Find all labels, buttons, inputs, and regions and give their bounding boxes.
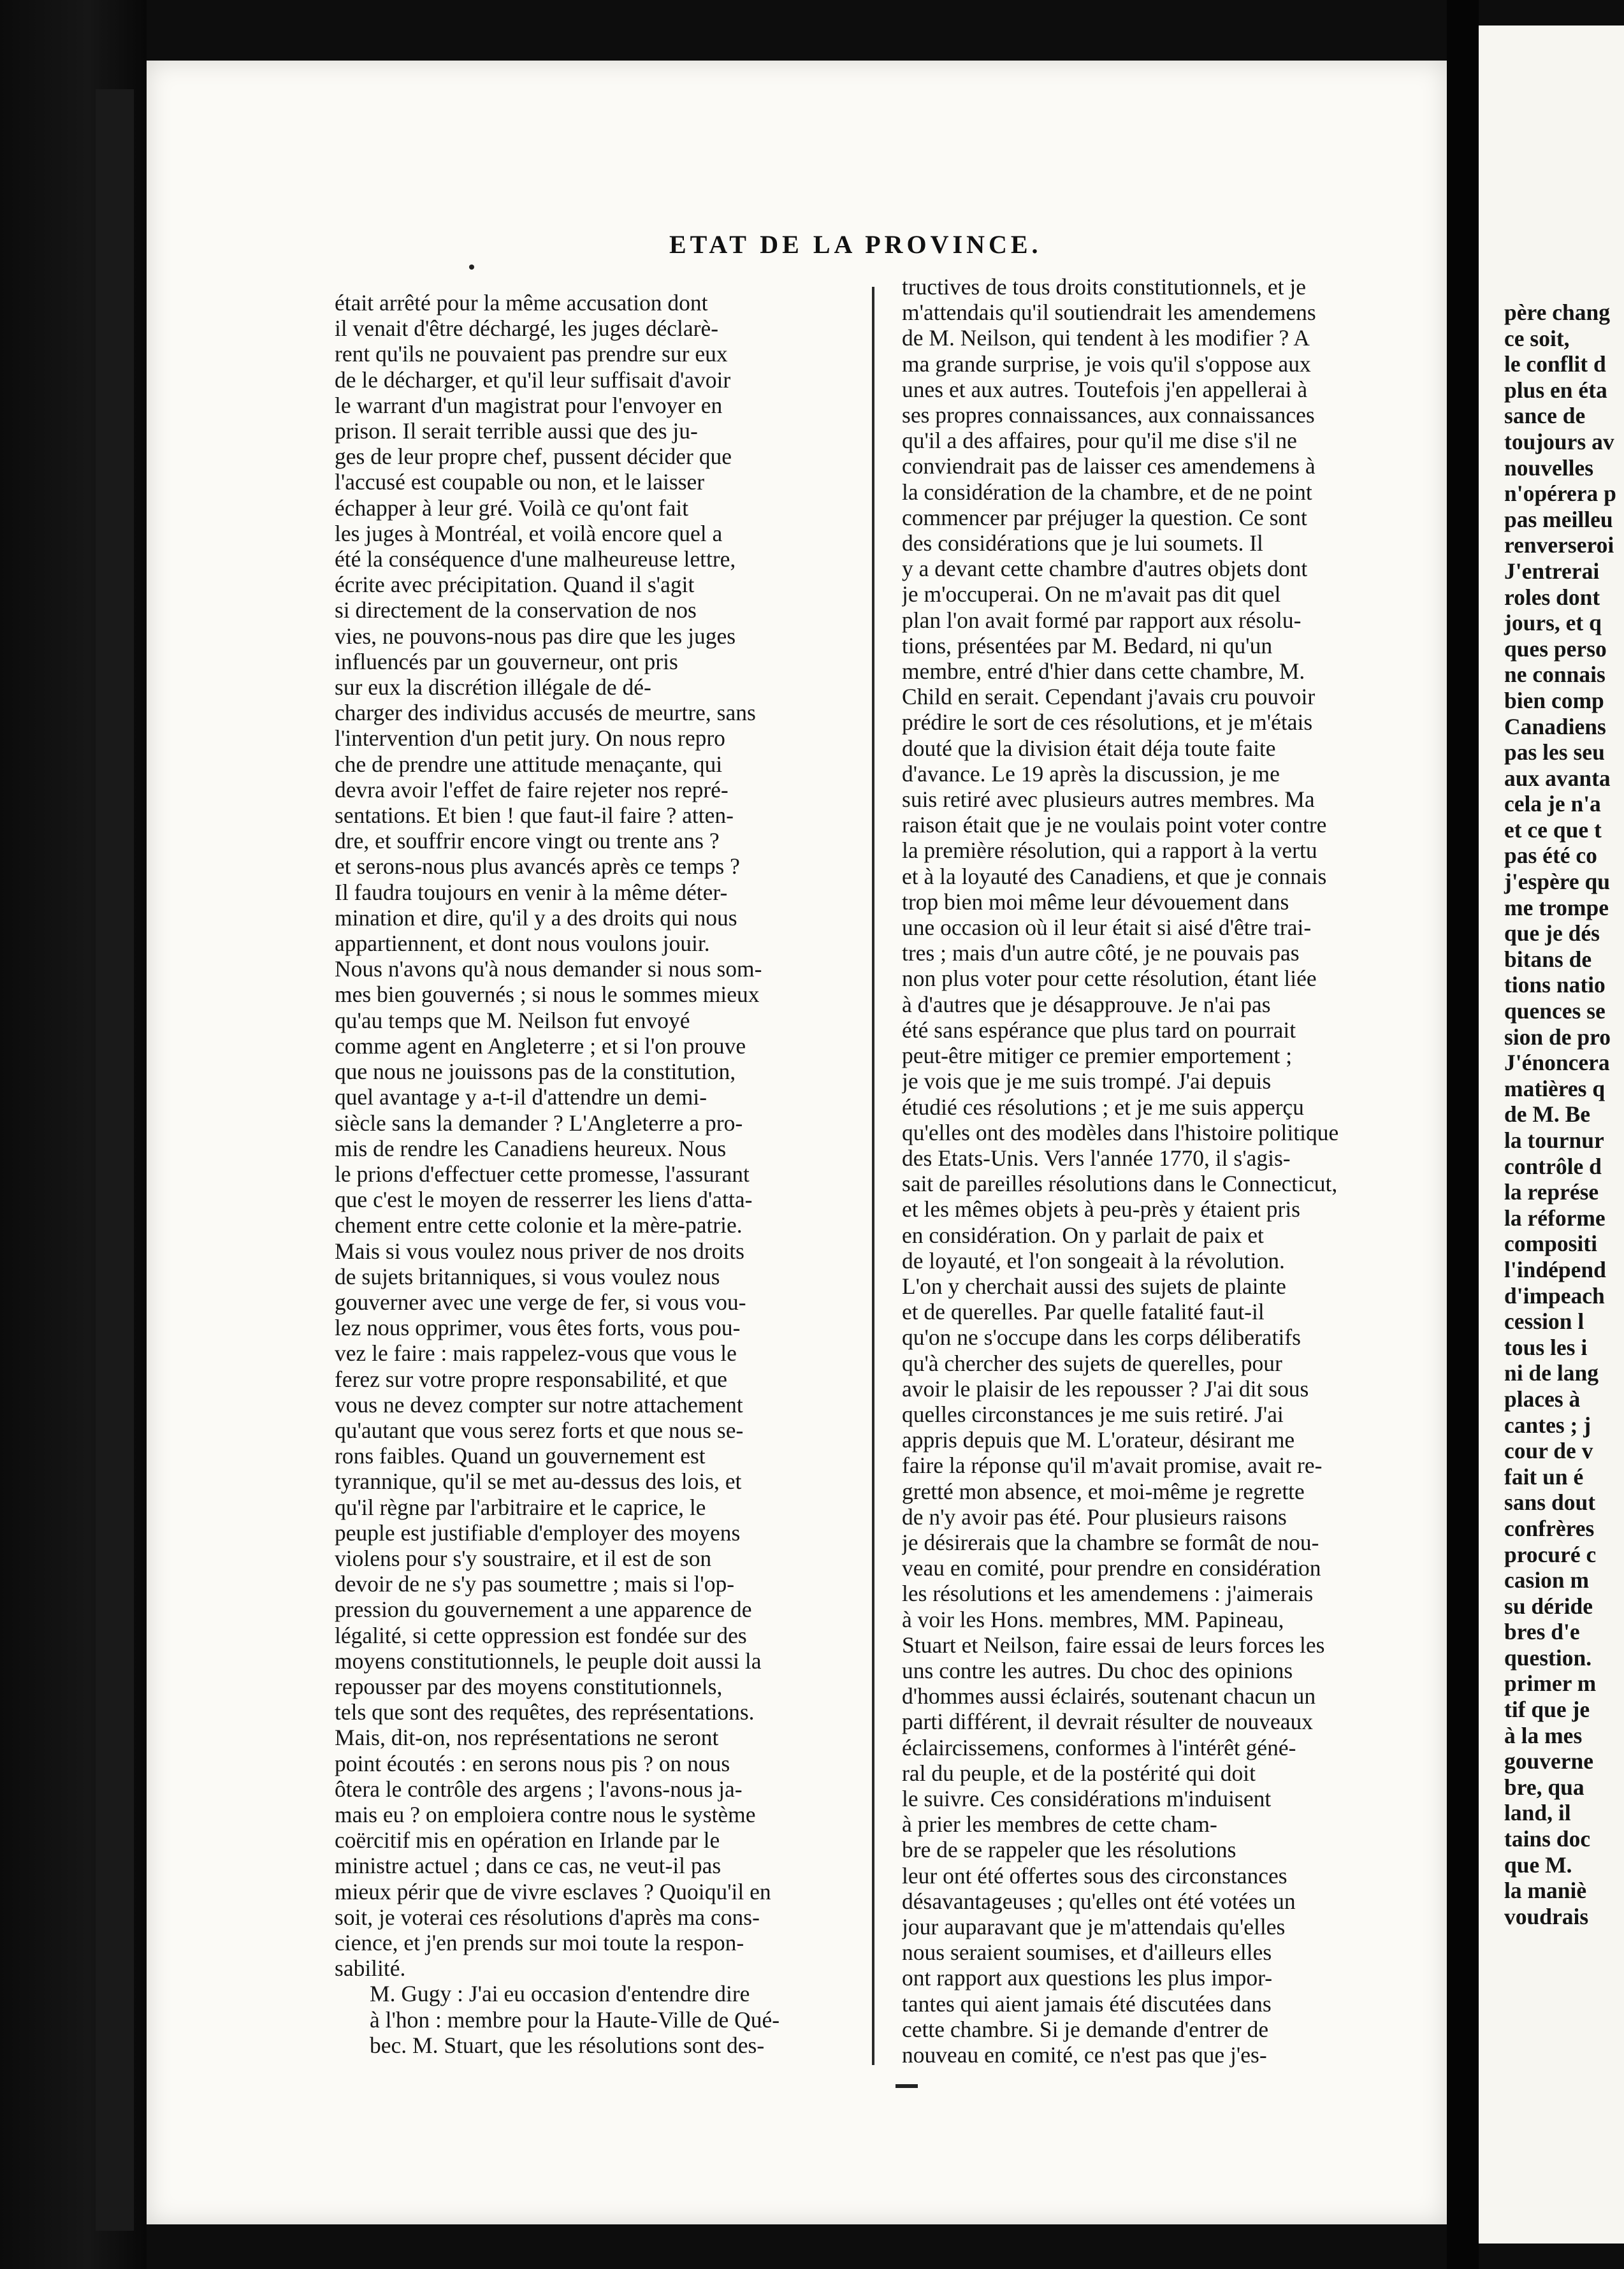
text-line: qu'il règne par l'arbitraire et le caprice, le — [335, 1494, 706, 1520]
text-line: coërcitif mis en opération en Irlande par le — [335, 1827, 720, 1853]
text-line: peut-être mitiger ce premier emportement ; — [902, 1043, 1293, 1069]
text-line: ministre actuel ; dans ce cas, ne veut-il pas — [335, 1853, 721, 1879]
text-line: qu'au temps que M. Neilson fut envoyé — [335, 1007, 690, 1033]
text-line: jour auparavant que je m'attendais qu'elles — [902, 1914, 1286, 1939]
text-line: que M. — [1504, 1852, 1572, 1878]
text-line: veau en comité, pour prendre en considération — [902, 1555, 1321, 1581]
text-line: ôtera le contrôle des argens ; l'avons-nous ja- — [335, 1776, 743, 1802]
text-line: toujours av — [1504, 428, 1614, 454]
text-line: chement entre cette colonie et la mère-patrie. — [335, 1212, 743, 1238]
text-line: compositi — [1504, 1231, 1597, 1257]
text-line: la première résolution, qui a rapport à la vertu — [902, 837, 1317, 864]
text-line: il venait d'être déchargé, les juges déclarè- — [335, 315, 719, 342]
text-line: de n'y avoir pas été. Pour plusieurs raisons — [902, 1504, 1287, 1530]
text-line: ferez sur votre propre responsabilité, et que — [335, 1366, 728, 1392]
text-line: étudié ces résolutions ; et je me suis apperçu — [902, 1094, 1304, 1120]
text-line: trop bien moi même leur dévouement dans — [902, 888, 1289, 915]
text-line: siècle sans la demander ? L'Angleterre a pro- — [335, 1110, 743, 1136]
text-line: sance de — [1504, 403, 1586, 429]
text-line: m'attendais qu'il soutiendrait les amendemens — [902, 300, 1316, 326]
text-line: devoir de ne s'y pas soumettre ; mais si l'op- — [335, 1571, 735, 1597]
text-line: appartiennent, et dont nous voulons jouir. — [335, 931, 710, 957]
text-line: pression du gouvernement a une apparence de — [335, 1597, 752, 1623]
text-line: cela je n'a — [1504, 791, 1601, 817]
text-line: bien comp — [1504, 687, 1604, 713]
text-line: Stuart et Neilson, faire essai de leurs forces les — [902, 1632, 1325, 1658]
text-line: écrite avec précipitation. Quand il s'agit — [335, 572, 695, 598]
text-line: tions, présentées par M. Bedard, ni qu'un — [902, 632, 1273, 658]
text-line: cour de v — [1504, 1438, 1593, 1464]
text-line: désavantageuses ; qu'elles ont été votées un — [902, 1888, 1296, 1914]
text-line: nouveau en comité, ce n'est pas que j'es- — [902, 2042, 1267, 2068]
text-line: J'énoncera — [1504, 1050, 1610, 1076]
text-line: à prier les membres de cette cham- — [902, 1811, 1217, 1838]
text-line: mination et dire, qu'il y a des droits qui nous — [335, 904, 737, 931]
text-line: que nous ne jouissons pas de la constitution, — [335, 1059, 736, 1085]
text-line: de loyauté, et l'on songeait à la révolution. — [902, 1247, 1285, 1273]
text-line: parti différent, il devrait résulter de nouveaux — [902, 1709, 1313, 1735]
text-line: Mais, dit-on, nos représentations ne seront — [335, 1725, 719, 1751]
text-line: gouverner avec une verge de fer, si vous vou- — [335, 1289, 746, 1315]
text-line: vous ne devez compter sur notre attachement — [335, 1391, 743, 1417]
text-line: la maniè — [1504, 1878, 1587, 1904]
text-line: cantes ; j — [1504, 1412, 1591, 1438]
text-line: renverseroi — [1504, 532, 1614, 558]
text-line: et de querelles. Par quelle fatalité faut-il — [902, 1299, 1265, 1325]
text-line: éclaircissemens, conformes à l'intérêt géné- — [902, 1734, 1296, 1760]
text-line: à d'autres que je désapprouve. Je n'ai pas — [902, 991, 1271, 1017]
text-line: d'hommes aussi éclairés, soutenant chacun un — [902, 1683, 1316, 1709]
text-line: tructives de tous droits constitutionnels, et je — [902, 274, 1306, 300]
text-line: pas les seu — [1504, 739, 1605, 765]
text-line: ral du peuple, et de la postérité qui doit — [902, 1760, 1256, 1786]
text-line: quelles circonstances je me suis retiré. J'ai — [902, 1401, 1284, 1427]
text-line: je désirerais que la chambre se formât de nou- — [902, 1529, 1319, 1555]
speaker-paragraph — [335, 1981, 864, 2058]
text-line: plus en éta — [1504, 377, 1607, 403]
text-line: ques perso — [1504, 635, 1607, 662]
text-line: légalité, si cette oppression est fondée sur des — [335, 1622, 747, 1648]
text-line: casion m — [1504, 1567, 1590, 1593]
text-line: des Etats-Unis. Vers l'année 1770, il s'agis- — [902, 1145, 1291, 1171]
text-line: nouvelles — [1504, 454, 1594, 481]
text-line: des considérations que je lui soumets. Il — [902, 530, 1263, 556]
text-line: charger des individus accusés de meurtre, sans — [335, 700, 756, 726]
text-line: dre, et souffrir encore vingt ou trente ans ? — [335, 828, 720, 854]
text-line: Canadiens — [1504, 713, 1606, 739]
text-line: vies, ne pouvons-nous pas dire que les juges — [335, 623, 736, 649]
text-line: Child en serait. Cependant j'avais cru pouvoir — [902, 684, 1316, 710]
text-line: qu'elles ont des modèles dans l'histoire politique — [902, 1119, 1339, 1145]
text-line: douté que la division était déja toute faite — [902, 735, 1276, 761]
text-line: aux avanta — [1504, 765, 1611, 791]
text-line: les juges à Montréal, et voilà encore quel a — [335, 520, 723, 546]
text-line: d'avance. Le 19 après la discussion, je me — [902, 760, 1280, 787]
text-line: ni de lang — [1504, 1360, 1599, 1386]
text-line: rons faibles. Quand un gouvernement est — [335, 1443, 706, 1469]
text-line: je vois que je me suis trompé. J'ai depuis — [902, 1068, 1272, 1094]
text-line: ce soit, — [1504, 325, 1570, 351]
text-line: confrères — [1504, 1515, 1595, 1541]
text-line: à l'hon : membre pour la Haute-Ville de Qué- — [370, 2006, 780, 2033]
text-line: y a devant cette chambre d'autres objets dont — [902, 556, 1308, 582]
text-line: appris depuis que M. L'orateur, désirant me — [902, 1427, 1295, 1453]
text-line: échapper à leur gré. Voilà ce qu'ont fait — [335, 495, 689, 521]
text-line: sans dout — [1504, 1490, 1596, 1516]
text-line: été la conséquence d'une malheureuse lettre, — [335, 546, 736, 572]
text-line: roles dont — [1504, 584, 1600, 610]
text-line: que je dés — [1504, 920, 1600, 946]
text-line: tions natio — [1504, 972, 1606, 998]
text-line: suis retiré avec plusieurs autres membres. Ma — [902, 787, 1315, 813]
text-line: avoir le plaisir de les repousser ? J'ai dit sous — [902, 1375, 1309, 1402]
text-line: et les mêmes objets à peu-près y étaient pris — [902, 1196, 1300, 1222]
text-line: la représe — [1504, 1179, 1599, 1205]
text-line: bre, qua — [1504, 1774, 1584, 1800]
text-line: nous seraient soumises, et d'ailleurs elles — [902, 1939, 1272, 1966]
book-gutter — [1447, 0, 1479, 2269]
text-line: tyrannique, qu'il se met au-dessus des lois, et — [335, 1468, 742, 1495]
text-line: repousser par des moyens constitutionnels, — [335, 1673, 723, 1699]
text-line: faire la réponse qu'il m'avait promise, avait re- — [902, 1453, 1323, 1479]
text-line: procuré c — [1504, 1541, 1597, 1567]
text-line: ges de leur propre chef, pussent décider que — [335, 444, 732, 470]
text-line: vez le faire : mais rappelez-vous que vous le — [335, 1340, 737, 1366]
text-line: le conflit d — [1504, 351, 1606, 377]
text-line: gouverne — [1504, 1748, 1594, 1774]
left-column — [335, 290, 864, 2058]
text-line: l'accusé est coupable ou non, et le laisser — [335, 469, 705, 495]
text-line: influencés par un gouverneur, ont pris — [335, 648, 678, 674]
text-line: l'indépend — [1504, 1256, 1606, 1282]
text-line: land, il — [1504, 1800, 1571, 1826]
text-line: Il faudra toujours en venir à la même déter- — [335, 879, 728, 905]
adjacent-page-column — [1504, 300, 1624, 1929]
text-line: bitans de — [1504, 946, 1592, 972]
text-line: tantes qui aient jamais été discutées dans — [902, 1990, 1272, 2017]
text-line: che de prendre une attitude menaçante, qui — [335, 751, 723, 777]
text-line: voudrais — [1504, 1903, 1589, 1929]
text-line: gretté mon absence, et moi-même je regrette — [902, 1478, 1305, 1504]
text-line: unes et aux autres. Toutefois j'en appellerai à — [902, 376, 1308, 402]
text-line: le suivre. Ces considérations m'induisent — [902, 1785, 1272, 1811]
text-line: commencer par préjuger la question. Ce sont — [902, 504, 1307, 530]
text-line: n'opérera p — [1504, 481, 1616, 507]
text-line: été sans espérance que plus tard on pourrait — [902, 1017, 1296, 1043]
text-line: Nous n'avons qu'à nous demander si nous som- — [335, 956, 762, 982]
text-line: pas été co — [1504, 843, 1597, 869]
text-line: les résolutions et les amendemens : j'aimerais — [902, 1581, 1314, 1607]
text-line: su déride — [1504, 1593, 1593, 1619]
text-line: point écoutés : en serons nous pis ? on nous — [335, 1750, 730, 1776]
text-line: matières q — [1504, 1075, 1606, 1101]
text-line: Mais si vous voulez nous priver de nos droits — [335, 1238, 744, 1264]
text-line: sur eux la discrétion illégale de dé- — [335, 674, 651, 700]
text-line: ma grande surprise, je vois qu'il s'oppose aux — [902, 351, 1311, 377]
text-line: pas meilleu — [1504, 506, 1613, 532]
text-line: de sujets britanniques, si vous voulez nous — [335, 1263, 720, 1289]
text-line: la tournur — [1504, 1127, 1604, 1153]
text-line: membre, entré d'hier dans cette chambre, M. — [902, 658, 1305, 685]
text-line: quences se — [1504, 998, 1606, 1024]
text-line: à voir les Hons. membres, MM. Papineau, — [902, 1606, 1284, 1632]
text-line: de M. Be — [1504, 1101, 1591, 1127]
text-line: qu'on ne s'occupe dans les corps déliberatifs — [902, 1324, 1301, 1351]
text-line: jours, et q — [1504, 610, 1602, 636]
left-paragraph — [335, 290, 864, 1981]
text-line: comme agent en Angleterre ; et si l'on prouve — [335, 1033, 746, 1059]
text-line: et ce que t — [1504, 816, 1602, 843]
text-line: de le décharger, et qu'il leur suffisait d'avoir — [335, 366, 731, 393]
text-line: si directement de la conservation de nos — [335, 597, 697, 623]
text-line: qu'autant que vous serez forts et que nous se- — [335, 1417, 744, 1443]
text-line: était arrêté pour la même accusation dont — [335, 290, 708, 315]
text-line: moyens constitutionnels, le peuple doit aussi la — [335, 1648, 762, 1674]
adjacent-page — [1479, 25, 1624, 2244]
text-line: tains doc — [1504, 1826, 1591, 1852]
text-line: mieux périr que de vivre esclaves ? Quoiqu'il en — [335, 1878, 771, 1904]
text-line: qu'il a des affaires, pour qu'il me dise s'il ne — [902, 428, 1297, 454]
text-line: à la mes — [1504, 1722, 1583, 1748]
text-line: tels que sont des requêtes, des représentations. — [335, 1699, 755, 1725]
text-line: d'impeach — [1504, 1282, 1605, 1308]
right-paragraph — [902, 274, 1431, 2068]
text-line: père chang — [1504, 300, 1610, 325]
text-line: sait de pareilles résolutions dans le Connecticut, — [902, 1171, 1338, 1197]
text-line: contrôle d — [1504, 1153, 1602, 1179]
text-line: violens pour s'y soustraire, et il est de son — [335, 1545, 712, 1571]
text-line: prédire le sort de ces résolutions, et je m'étais — [902, 709, 1313, 736]
text-line: en considération. On y parlait de paix et — [902, 1222, 1264, 1248]
text-line: cience, et j'en prends sur moi toute la respon- — [335, 1930, 744, 1955]
text-line: le warrant d'un magistrat pour l'envoyer en — [335, 392, 723, 418]
text-line: ne connais — [1504, 662, 1606, 688]
text-line: je m'occuperai. On ne m'avait pas dit quel — [902, 581, 1281, 607]
text-line: tres ; mais d'un autre côté, je ne pouvais pas — [902, 940, 1300, 966]
text-line: peuple est justifiable d'employer des moyens — [335, 1519, 741, 1546]
text-line: l'intervention d'un petit jury. On nous repro — [335, 725, 725, 751]
text-line: devra avoir l'effet de faire rejeter nos repré- — [335, 776, 729, 802]
text-line: question. — [1504, 1644, 1592, 1671]
column-divider — [872, 287, 874, 2065]
text-line: tif que je — [1504, 1697, 1590, 1723]
text-line: mis de rendre les Canadiens heureux. Nous — [335, 1135, 727, 1161]
text-line: de M. Neilson, qui tendent à les modifier ? A — [902, 325, 1310, 351]
text-line: soit, je voterai ces résolutions d'après ma cons- — [335, 1904, 760, 1930]
text-line: fait un é — [1504, 1463, 1584, 1490]
text-line: bres d'e — [1504, 1619, 1580, 1645]
text-line: que c'est le moyen de resserrer les liens d'atta- — [335, 1187, 753, 1213]
text-line: ses propres connaissances, aux connaissances — [902, 402, 1315, 428]
text-line: sabilité. — [335, 1955, 406, 1982]
text-line: places à — [1504, 1386, 1581, 1412]
text-line: me trompe — [1504, 894, 1609, 920]
text-line: mais eu ? on emploiera contre nous le système — [335, 1801, 756, 1827]
text-line: la considération de la chambre, et de ne point — [902, 479, 1312, 505]
text-line: le prions d'effectuer cette promesse, l'assurant — [335, 1161, 750, 1187]
text-line: sentations. Et bien ! que faut-il faire ? atten- — [335, 802, 734, 829]
text-line: bec. M. Stuart, que les résolutions sont des- — [370, 2032, 765, 2058]
text-line: qu'à chercher des sujets de querelles, pour — [902, 1350, 1282, 1376]
text-line: cette chambre. Si je demande d'entrer de — [902, 2016, 1269, 2042]
right-column — [902, 274, 1431, 2068]
scanner-frame-strip — [96, 89, 134, 2231]
text-line: primer m — [1504, 1671, 1597, 1697]
text-line: plan l'on avait formé par rapport aux résolu- — [902, 607, 1301, 633]
text-line: J'entrerai — [1504, 558, 1600, 584]
text-line: tous les i — [1504, 1334, 1588, 1360]
text-line: leur ont été offertes sous des circonstances — [902, 1862, 1287, 1888]
text-line: une occasion où il leur était si aisé d'être trai- — [902, 915, 1312, 941]
text-line: sion de pro — [1504, 1024, 1611, 1050]
text-line: uns contre les autres. Du choc des opinions — [902, 1657, 1293, 1683]
text-line: ont rapport aux questions les plus impor- — [902, 1965, 1273, 1991]
text-line: raison était que je ne voulais point voter contre — [902, 812, 1327, 838]
footer-mark — [895, 2084, 918, 2088]
text-line: bre de se rappeler que les résolutions — [902, 1837, 1236, 1863]
text-line: lez nous opprimer, vous êtes forts, vous pou- — [335, 1315, 741, 1341]
text-line: rent qu'ils ne pouvaient pas prendre sur eux — [335, 341, 728, 367]
text-line: cession l — [1504, 1308, 1584, 1335]
text-line: et serons-nous plus avancés après ce temps ? — [335, 853, 740, 880]
text-line: mes bien gouvernés ; si nous le sommes mieux — [335, 982, 760, 1008]
text-line: L'on y cherchait aussi des sujets de plainte — [902, 1273, 1286, 1299]
text-line: la réforme — [1504, 1205, 1606, 1231]
text-line: et à la loyauté des Canadiens, et que je connais — [902, 863, 1327, 889]
text-line: j'espère qu — [1504, 869, 1610, 895]
text-line: quel avantage y a-t-il d'attendre un demi- — [335, 1084, 707, 1110]
text-line: prison. Il serait terrible aussi que des ju- — [335, 418, 698, 444]
text-line: non plus voter pour cette résolution, étant liée — [902, 966, 1317, 992]
text-line: conviendrait pas de laisser ces amendemens à — [902, 453, 1316, 479]
running-head: ETAT DE LA PROVINCE. — [669, 230, 1042, 259]
text-line: M. Gugy : J'ai eu occasion d'entendre dire — [370, 1981, 750, 2007]
ink-mark — [469, 265, 474, 270]
